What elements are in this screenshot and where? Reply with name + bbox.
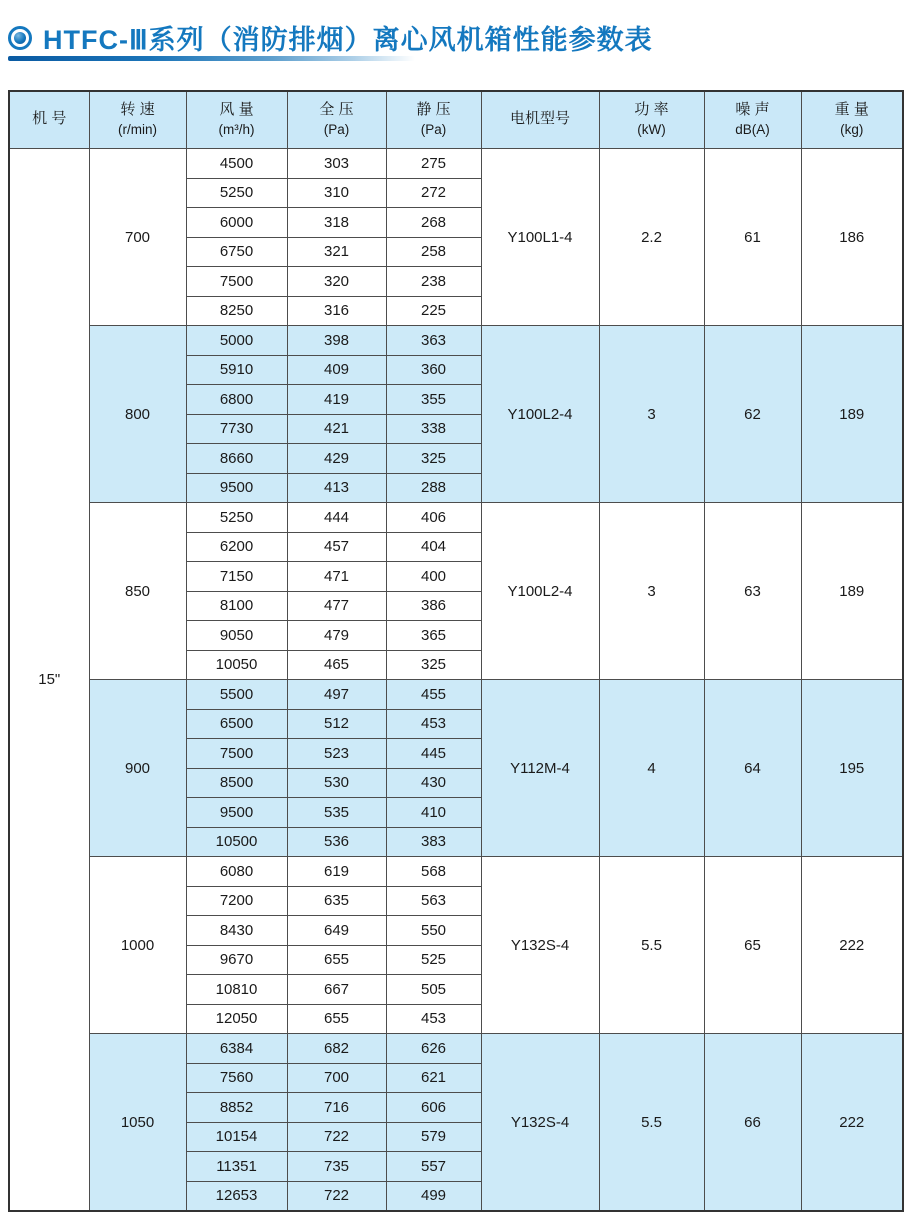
header-unit: (Pa) [323,121,350,137]
header-cell-power [599,91,704,149]
total-pressure-cell: 700 [287,1063,386,1093]
noise-cell: 66 [704,1034,801,1212]
static-pressure-cell: 557 [386,1152,481,1182]
header-label: 机 号 [32,109,67,127]
performance-table [8,90,904,1212]
static-pressure-cell: 386 [386,591,481,621]
static-pressure-cell: 225 [386,296,481,326]
speed-cell: 700 [89,149,186,326]
total-pressure-cell: 429 [287,444,386,474]
power-cell: 3 [599,503,704,680]
header-unit: (kg) [840,121,864,137]
noise-cell: 63 [704,503,801,680]
airflow-cell: 7500 [186,739,287,769]
power-cell: 3 [599,326,704,503]
title-underline [8,56,415,61]
static-pressure-cell: 499 [386,1181,481,1211]
table-row [9,503,903,533]
total-pressure-cell: 530 [287,768,386,798]
table-row [9,149,903,179]
airflow-cell: 11351 [186,1152,287,1182]
header-cell-total-pressure [287,91,386,149]
noise-cell: 62 [704,326,801,503]
total-pressure-cell: 735 [287,1152,386,1182]
header-unit: (r/min) [118,121,157,137]
total-pressure-cell: 310 [287,178,386,208]
power-cell: 2.2 [599,149,704,326]
airflow-cell: 9500 [186,473,287,503]
static-pressure-cell: 563 [386,886,481,916]
airflow-cell: 8660 [186,444,287,474]
airflow-cell: 6750 [186,237,287,267]
total-pressure-cell: 655 [287,1004,386,1034]
airflow-cell: 8852 [186,1093,287,1123]
weight-cell: 195 [801,680,903,857]
airflow-cell: 8500 [186,768,287,798]
static-pressure-cell: 355 [386,385,481,415]
header-cell-speed [89,91,186,149]
total-pressure-cell: 419 [287,385,386,415]
static-pressure-cell: 453 [386,709,481,739]
table-body [9,149,903,1212]
airflow-cell: 6200 [186,532,287,562]
total-pressure-cell: 535 [287,798,386,828]
noise-cell: 65 [704,857,801,1034]
weight-cell: 186 [801,149,903,326]
static-pressure-cell: 626 [386,1034,481,1064]
airflow-cell: 7150 [186,562,287,592]
total-pressure-cell: 413 [287,473,386,503]
static-pressure-cell: 445 [386,739,481,769]
airflow-cell: 5250 [186,503,287,533]
speed-cell: 800 [89,326,186,503]
static-pressure-cell: 430 [386,768,481,798]
static-pressure-cell: 325 [386,650,481,680]
noise-cell: 61 [704,149,801,326]
speed-cell: 1000 [89,857,186,1034]
total-pressure-cell: 716 [287,1093,386,1123]
header-unit: (m³/h) [218,121,255,137]
total-pressure-cell: 318 [287,208,386,238]
motor-model-cell: Y100L1-4 [481,149,599,326]
airflow-cell: 6500 [186,709,287,739]
static-pressure-cell: 238 [386,267,481,297]
table-row [9,326,903,356]
airflow-cell: 9050 [186,621,287,651]
total-pressure-cell: 523 [287,739,386,769]
total-pressure-cell: 398 [287,326,386,356]
total-pressure-cell: 471 [287,562,386,592]
airflow-cell: 8250 [186,296,287,326]
static-pressure-cell: 288 [386,473,481,503]
weight-cell: 189 [801,503,903,680]
airflow-cell: 7200 [186,886,287,916]
static-pressure-cell: 272 [386,178,481,208]
total-pressure-cell: 409 [287,355,386,385]
table-row [9,857,903,887]
motor-model-cell: Y112M-4 [481,680,599,857]
total-pressure-cell: 444 [287,503,386,533]
total-pressure-cell: 465 [287,650,386,680]
total-pressure-cell: 667 [287,975,386,1005]
static-pressure-cell: 365 [386,621,481,651]
speed-cell: 1050 [89,1034,186,1212]
airflow-cell: 9500 [186,798,287,828]
airflow-cell: 7730 [186,414,287,444]
airflow-cell: 5910 [186,355,287,385]
total-pressure-cell: 477 [287,591,386,621]
header-label: 噪 声 [735,101,770,119]
total-pressure-cell: 536 [287,827,386,857]
airflow-cell: 8100 [186,591,287,621]
airflow-cell: 9670 [186,945,287,975]
airflow-cell: 4500 [186,149,287,179]
total-pressure-cell: 619 [287,857,386,887]
total-pressure-cell: 635 [287,886,386,916]
airflow-cell: 12050 [186,1004,287,1034]
static-pressure-cell: 360 [386,355,481,385]
header-label: 电机型号 [509,109,570,127]
weight-cell: 189 [801,326,903,503]
total-pressure-cell: 320 [287,267,386,297]
static-pressure-cell: 621 [386,1063,481,1093]
static-pressure-cell: 505 [386,975,481,1005]
total-pressure-cell: 316 [287,296,386,326]
static-pressure-cell: 568 [386,857,481,887]
header-label: 风 量 [219,101,254,119]
speed-cell: 900 [89,680,186,857]
airflow-cell: 10050 [186,650,287,680]
header-cell-noise [704,91,801,149]
header-label: 转 速 [120,101,155,119]
static-pressure-cell: 606 [386,1093,481,1123]
bullseye-icon [8,26,32,50]
airflow-cell: 5250 [186,178,287,208]
header-label: 功 率 [634,101,669,119]
weight-cell: 222 [801,1034,903,1212]
static-pressure-cell: 406 [386,503,481,533]
header-cell-static-pressure [386,91,481,149]
header-cell-airflow [186,91,287,149]
airflow-cell: 6800 [186,385,287,415]
header-label: 重 量 [834,101,869,119]
total-pressure-cell: 457 [287,532,386,562]
machine-no-cell: 15" [9,149,89,1212]
airflow-cell: 5500 [186,680,287,710]
airflow-cell: 10500 [186,827,287,857]
motor-model-cell: Y100L2-4 [481,503,599,680]
airflow-cell: 6000 [186,208,287,238]
table-row [9,680,903,710]
total-pressure-cell: 655 [287,945,386,975]
table-header-row [9,91,903,149]
airflow-cell: 10154 [186,1122,287,1152]
static-pressure-cell: 453 [386,1004,481,1034]
airflow-cell: 7560 [186,1063,287,1093]
noise-cell: 64 [704,680,801,857]
total-pressure-cell: 722 [287,1122,386,1152]
total-pressure-cell: 321 [287,237,386,267]
airflow-cell: 5000 [186,326,287,356]
airflow-cell: 6384 [186,1034,287,1064]
header-cell-motor-model [481,91,599,149]
static-pressure-cell: 325 [386,444,481,474]
static-pressure-cell: 268 [386,208,481,238]
table-row [9,1034,903,1064]
static-pressure-cell: 455 [386,680,481,710]
total-pressure-cell: 682 [287,1034,386,1064]
motor-model-cell: Y100L2-4 [481,326,599,503]
static-pressure-cell: 383 [386,827,481,857]
power-cell: 5.5 [599,857,704,1034]
page-header [8,18,653,57]
airflow-cell: 10810 [186,975,287,1005]
static-pressure-cell: 525 [386,945,481,975]
header-unit: dB(A) [735,121,770,137]
total-pressure-cell: 421 [287,414,386,444]
motor-model-cell: Y132S-4 [481,1034,599,1212]
total-pressure-cell: 649 [287,916,386,946]
speed-cell: 850 [89,503,186,680]
total-pressure-cell: 479 [287,621,386,651]
header-label: 全 压 [319,101,354,119]
static-pressure-cell: 404 [386,532,481,562]
total-pressure-cell: 303 [287,149,386,179]
power-cell: 4 [599,680,704,857]
weight-cell: 222 [801,857,903,1034]
header-cell-machine-no [9,91,89,149]
static-pressure-cell: 363 [386,326,481,356]
static-pressure-cell: 275 [386,149,481,179]
airflow-cell: 12653 [186,1181,287,1211]
total-pressure-cell: 512 [287,709,386,739]
total-pressure-cell: 722 [287,1181,386,1211]
power-cell: 5.5 [599,1034,704,1212]
header-unit: (kW) [637,121,666,137]
airflow-cell: 7500 [186,267,287,297]
header-label: 静 压 [416,101,451,119]
header-unit: (Pa) [420,121,447,137]
static-pressure-cell: 338 [386,414,481,444]
static-pressure-cell: 400 [386,562,481,592]
airflow-cell: 8430 [186,916,287,946]
airflow-cell: 6080 [186,857,287,887]
static-pressure-cell: 410 [386,798,481,828]
static-pressure-cell: 579 [386,1122,481,1152]
header-cell-weight [801,91,903,149]
motor-model-cell: Y132S-4 [481,857,599,1034]
total-pressure-cell: 497 [287,680,386,710]
static-pressure-cell: 550 [386,916,481,946]
static-pressure-cell: 258 [386,237,481,267]
page-title: HTFC-Ⅲ系列（消防排烟）离心风机箱性能参数表 [43,25,653,55]
